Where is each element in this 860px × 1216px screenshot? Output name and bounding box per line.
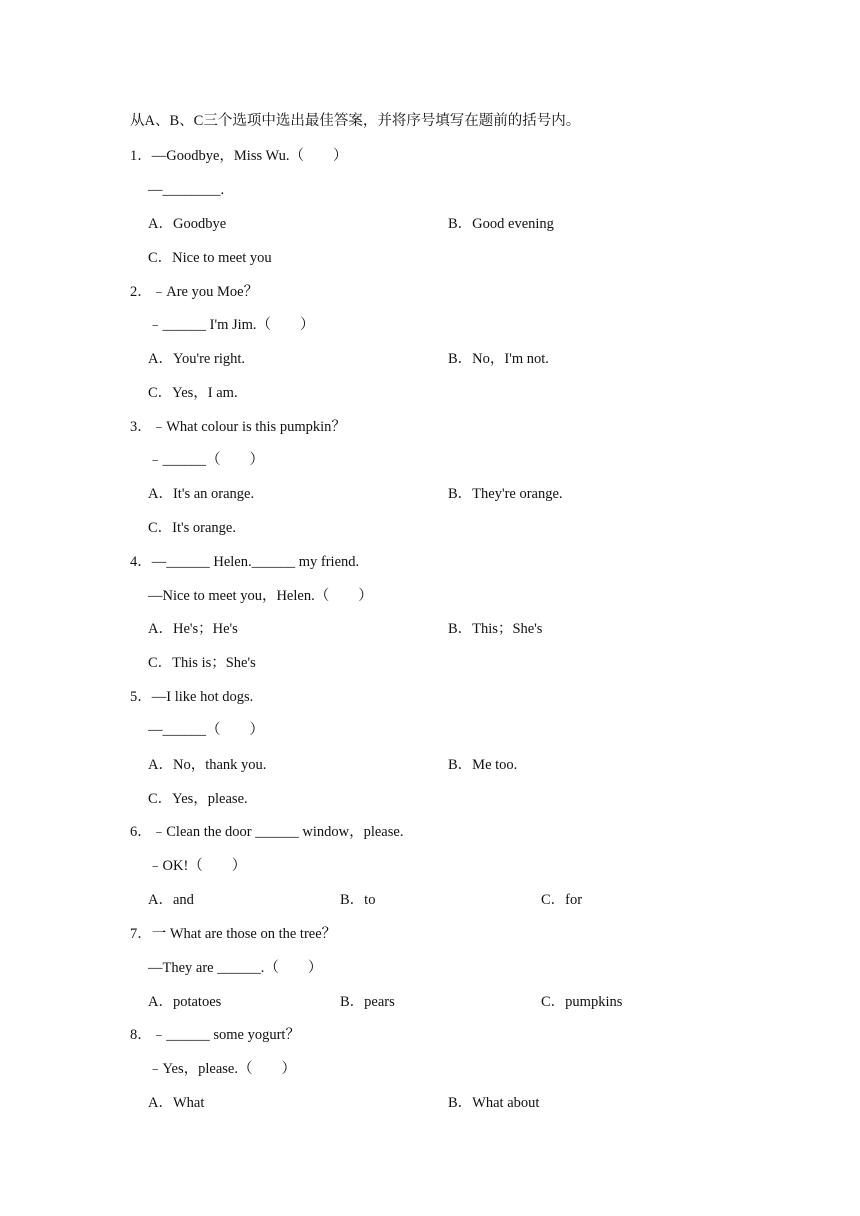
question-line-2: —______（ ）	[148, 722, 264, 738]
question-line-2: —They are ______.（ ）	[148, 960, 323, 976]
option-b: B．pears	[340, 994, 395, 1010]
instruction: 从A、B、C三个选项中选出最佳答案，并将序号填写在题前的括号内。	[130, 113, 581, 129]
option-a: A．He's；He's	[148, 621, 238, 637]
option-b: B．Good evening	[448, 216, 554, 232]
question-text: 8．﹣______ some yogurt？	[130, 1027, 300, 1043]
option-b: B．This；She's	[448, 621, 543, 637]
option-c: C．Nice to meet you	[148, 250, 272, 266]
option-a: A．and	[148, 892, 194, 908]
question-line-2: ﹣______（ ）	[148, 452, 264, 468]
question-text: 7．一 What are those on the tree？	[130, 926, 337, 942]
option-c: C．pumpkins	[541, 994, 623, 1010]
option-c: C．Yes，please.	[148, 791, 248, 807]
option-a: A．No，thank you.	[148, 757, 267, 773]
option-a: A．It's an orange.	[148, 486, 255, 502]
option-a: A．You're right.	[148, 351, 246, 367]
question-text: 4．—______ Helen.______ my friend.	[130, 554, 360, 570]
option-b: B．They're orange.	[448, 486, 563, 502]
option-a: A．potatoes	[148, 994, 222, 1010]
question-text: 3．﹣What colour is this pumpkin？	[130, 419, 346, 435]
question-line-2: —Nice to meet you，Helen.（ ）	[148, 588, 373, 604]
option-c: C．for	[541, 892, 583, 908]
question-line-2: ﹣Yes，please.（ ）	[148, 1061, 296, 1077]
option-b: B．No，I'm not.	[448, 351, 549, 367]
option-b: B．to	[340, 892, 376, 908]
question-text: 1．—Goodbye，Miss Wu.（ ）	[130, 148, 348, 164]
question-text: 6．﹣Clean the door ______ window，please.	[130, 824, 404, 840]
option-c: C．This is；She's	[148, 655, 256, 671]
question-text: 5．—I like hot dogs.	[130, 689, 254, 705]
option-c: C．Yes，I am.	[148, 385, 238, 401]
question-line-2: ﹣______ I'm Jim.（ ）	[148, 317, 315, 333]
option-c: C．It's orange.	[148, 520, 236, 536]
question-line-2: —________.	[148, 182, 225, 198]
option-b: B．What about	[448, 1095, 540, 1111]
question-text: 2．﹣Are you Moe？	[130, 284, 259, 300]
option-a: A．Goodbye	[148, 216, 227, 232]
option-b: B．Me too.	[448, 757, 518, 773]
option-a: A．What	[148, 1095, 205, 1111]
question-line-2: ﹣OK!（ ）	[148, 858, 247, 874]
